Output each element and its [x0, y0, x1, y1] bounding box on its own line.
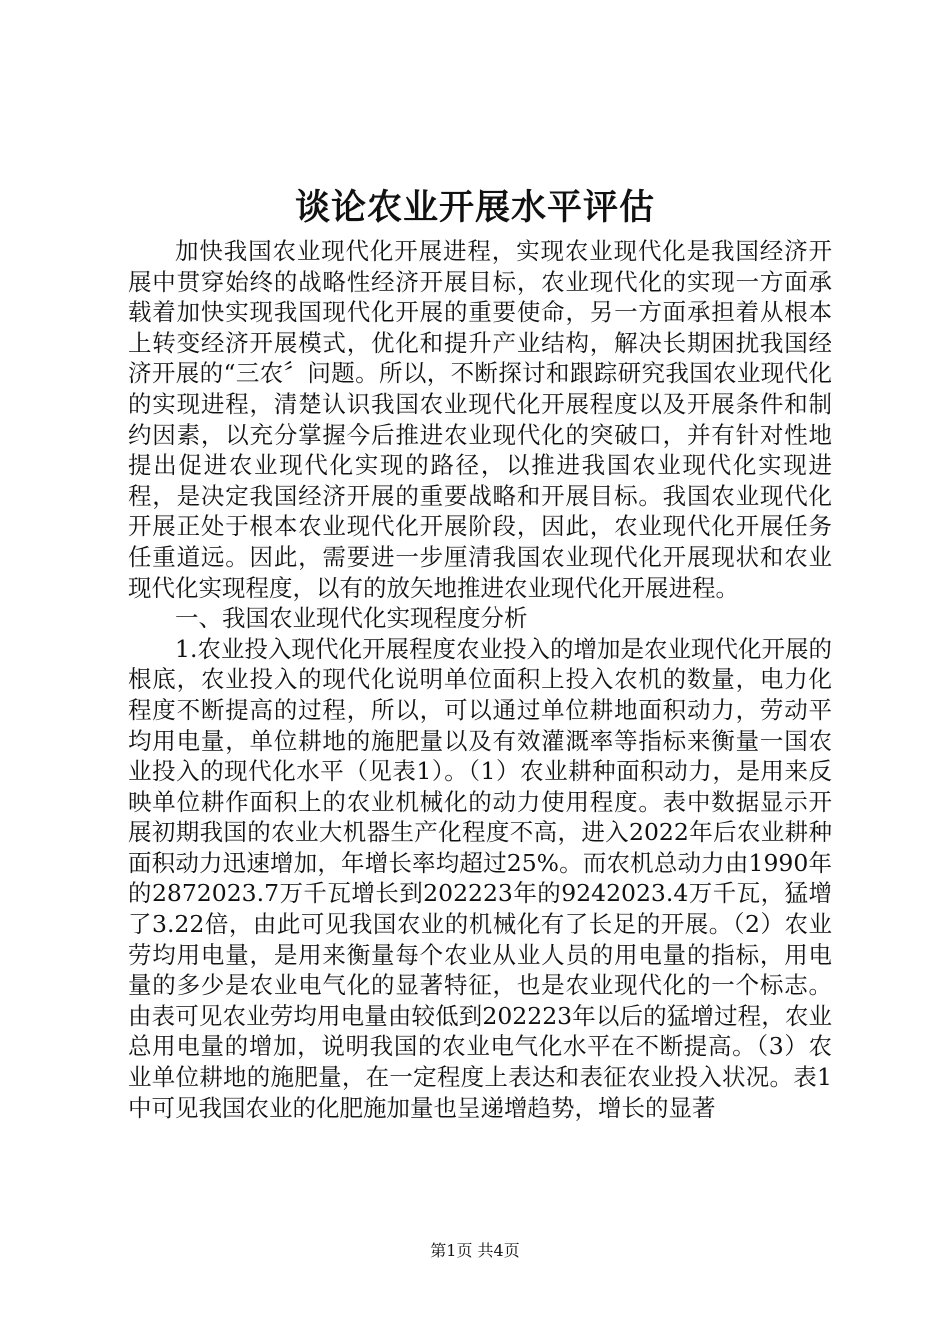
page-number: 第1页 共4页	[430, 1241, 520, 1260]
intro-paragraph: 加快我国农业现代化开展进程，实现农业现代化是我国经济开展中贯穿始终的战略性经济开展目标，农业现代化的实现一方面承载着加快实现我国现代化开展的重要使命，另一方面承担着从根本上转变经济开展模式，优化和提升产业结构，解决长期困扰我国经济开展的“三农〞问题。所以，不断探讨和跟踪研究我国农业现代化的实现进程，清楚认识我国农业现代化开展程度以及开展条件和制约因素，以充分掌握今后推进农业现代化的突破口，并有针对性地提出促进农业现代化实现的路径，以推进我国农业现代化实现进程，是决定我国经济开展的重要战略和开展目标。我国农业现代化开展正处于根本农业现代化开展阶段，因此，农业现代化开展任务任重道远。因此，需要进一步厘清我国农业现代化开展现状和农业现代化实现程度，以有的放矢地推进农业现代化开展进程。	[128, 237, 832, 602]
section-heading: 一、我国农业现代化实现程度分析	[175, 604, 528, 633]
document-title: 谈论农业开展水平评估	[294, 187, 655, 228]
document-body	[128, 236, 832, 1123]
section-paragraph: 1.农业投入现代化开展程度农业投入的增加是农业现代化开展的根底，农业投入的现代化说明单位面积上投入农机的数量，电力化程度不断提高的过程，所以，可以通过单位耕地面积动力，劳动平均用电量，单位耕地的施肥量以及有效灌溉率等指标来衡量一国农业投入的现代化水平（见表1）。（1）农业耕种面积动力，是用来反映单位耕作面积上的农业机械化的动力使用程度。表中数据显示开展初期我国的农业大机器生产化程度不高，进入2022年后农业耕种面积动力迅速增加，年增长率均超过25%。而农机总动力由1990年的2872023.7万千瓦增长到202223年的9242023.4万千瓦，猛增了3.22倍，由此可见我国农业的机械化有了长足的开展。（2）农业劳均用电量，是用来衡量每个农业从业人员的用电量的指标，用电量的多少是农业电气化的显著特征，也是农业现代化的一个标志。由表可见农业劳均用电量由较低到202223年以后的猛增过程，农业总用电量的增加，说明我国的农业电气化水平在不断提高。（3）农业单位耕地的施肥量，在一定程度上表达和表征农业投入状况。表1中可见我国农业的化肥施加量也呈递增趋势，增长的显著	[128, 634, 832, 1122]
